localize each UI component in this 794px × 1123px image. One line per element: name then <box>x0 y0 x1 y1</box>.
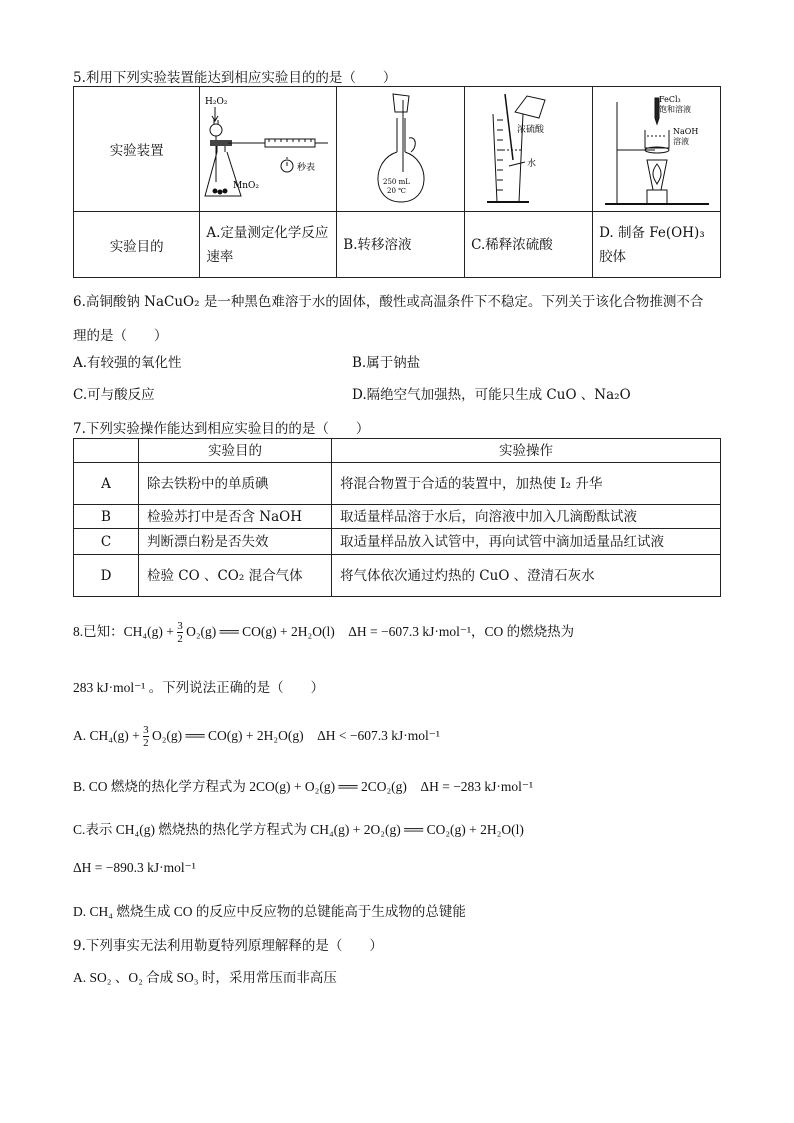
label-fecl3: FeCl₃ <box>658 95 681 104</box>
fraction <box>143 724 149 749</box>
q7-header-blank <box>74 439 139 463</box>
q8-option-d: D. CH₄ 燃烧生成 CO 的反应中反应物的总键能高于生成物的总键能 <box>73 904 466 919</box>
q5-table <box>73 86 721 278</box>
q6-option-b: B.属于钠盐 <box>352 355 421 371</box>
q7-row-op: 取适量样品溶于水后，向溶液中加入几滴酚酞试液 <box>332 505 721 529</box>
q8-option-c-line2: ΔH = −890.3 kJ·mol⁻¹ <box>73 860 196 875</box>
q8-option-c-line1: C.表示 CH₄(g) 燃烧热的热化学方程式为 CH₄(g) + 2O₂(g) ══ CO₂(g) + 2H₂O(l) <box>73 822 524 837</box>
table-row <box>74 529 721 555</box>
label-flask-temp: 20 ℃ <box>386 187 406 195</box>
dilution-apparatus <box>469 90 589 208</box>
fraction-denominator: 2 <box>143 737 149 750</box>
q5-option-a: A.定量测定化学反应速率 <box>200 212 337 278</box>
apparatus-d <box>593 87 721 212</box>
label-flask-volume: 250 mL <box>382 178 410 186</box>
q8-stem-prefix: 8.已知：CH₄(g) + <box>73 624 178 639</box>
apparatus-b <box>337 87 465 212</box>
q7-row-goal: 判断漂白粉是否失效 <box>139 529 332 555</box>
label-mno2: MnO₂ <box>233 181 260 191</box>
q7-stem: 7.下列实验操作能达到相应实验目的的是（ ） <box>73 421 370 437</box>
label-solution: 溶液 <box>672 137 689 146</box>
table-row <box>74 555 721 597</box>
q6-option-c: C.可与酸反应 <box>73 387 155 403</box>
q7-row-opt: B <box>74 505 139 529</box>
q9-option-a: A. SO₂ 、O₂ 合成 SO₃ 时，采用常压而非高压 <box>73 970 337 985</box>
q8-option-a-equation: O₂(g) ══ CO(g) + 2H₂O(g) ΔH < −607.3 kJ·mol⁻¹ <box>151 728 440 743</box>
volumetric-flask-apparatus <box>341 90 461 208</box>
q8-stem-equation: O₂(g) ══ CO(g) + 2H₂O(l) ΔH = −607.3 kJ·mol⁻¹，CO 的燃烧热为 <box>186 624 575 639</box>
q7-row-goal: 检验苏打中是否含 NaOH <box>139 505 332 529</box>
q6-option-d: D.隔绝空气加强热，可能只生成 CuO 、Na₂O <box>352 387 631 403</box>
q7-row-op: 将混合物置于合适的装置中，加热使 I₂ 升华 <box>332 463 721 505</box>
q6-stem-line1: 6.高铜酸钠 NaCuO₂ 是一种黑色难溶于水的固体，酸性或高温条件下不稳定。下列关于该化合物推测不合 <box>73 294 704 310</box>
q7-row-goal: 除去铁粉中的单质碘 <box>139 463 332 505</box>
q9-stem: 9.下列事实无法利用勒夏特列原理解释的是（ ） <box>73 938 383 954</box>
q7-row-op: 取适量样品放入试管中，再向试管中滴加适量品红试液 <box>332 529 721 555</box>
apparatus-c <box>465 87 593 212</box>
fraction-numerator: 3 <box>177 620 183 633</box>
q7-row-opt: A <box>74 463 139 505</box>
q6-stem-line2: 理的是（ ） <box>73 328 168 344</box>
q5-option-d: D. 制备 Fe(OH)₃胶体 <box>593 212 721 278</box>
q7-table <box>73 438 721 597</box>
label-naoh: NaOH <box>672 127 698 136</box>
q7-header-op: 实验操作 <box>332 439 721 463</box>
q8-stem-line2: 283 kJ·mol⁻¹ 。下列说法正确的是（ ） <box>73 680 325 695</box>
reaction-rate-apparatus <box>203 90 333 208</box>
colloid-apparatus <box>597 90 717 208</box>
q5-row-label-apparatus: 实验装置 <box>74 87 200 212</box>
q7-row-opt: C <box>74 529 139 555</box>
q6-option-a: A.有较强的氧化性 <box>73 355 182 371</box>
q5-row-label-goal: 实验目的 <box>74 212 200 278</box>
label-stopwatch: 秒表 <box>297 163 316 173</box>
q7-row-opt: D <box>74 555 139 597</box>
label-h2o2: H₂O₂ <box>205 97 228 107</box>
q8-option-a-prefix: A. CH₄(g) + <box>73 728 144 743</box>
q7-row-op: 将气体依次通过灼热的 CuO 、澄清石灰水 <box>332 555 721 597</box>
label-water: 水 <box>526 159 536 169</box>
fraction-denominator: 2 <box>177 633 183 646</box>
q8-option-b: B. CO 燃烧的热化学方程式为 2CO(g) + O₂(g) ══ 2CO₂(g) ΔH = −283 kJ·mol⁻¹ <box>73 779 534 794</box>
table-row <box>74 463 721 505</box>
q7-header-goal: 实验目的 <box>139 439 332 463</box>
q5-option-c: C.稀释浓硫酸 <box>465 212 593 278</box>
label-saturated: 饱和溶液 <box>658 105 691 114</box>
table-row <box>74 505 721 529</box>
fraction <box>177 620 183 645</box>
q8-option-a <box>73 724 440 749</box>
q8-stem-line1 <box>73 620 574 645</box>
label-conc-acid: 浓硫酸 <box>516 125 544 135</box>
q7-row-goal: 检验 CO 、CO₂ 混合气体 <box>139 555 332 597</box>
fraction-numerator: 3 <box>143 724 149 737</box>
q5-stem: 5.利用下列实验装置能达到相应实验目的的是（ ） <box>73 70 397 86</box>
q5-option-b: B.转移溶液 <box>337 212 465 278</box>
apparatus-a <box>200 87 337 212</box>
